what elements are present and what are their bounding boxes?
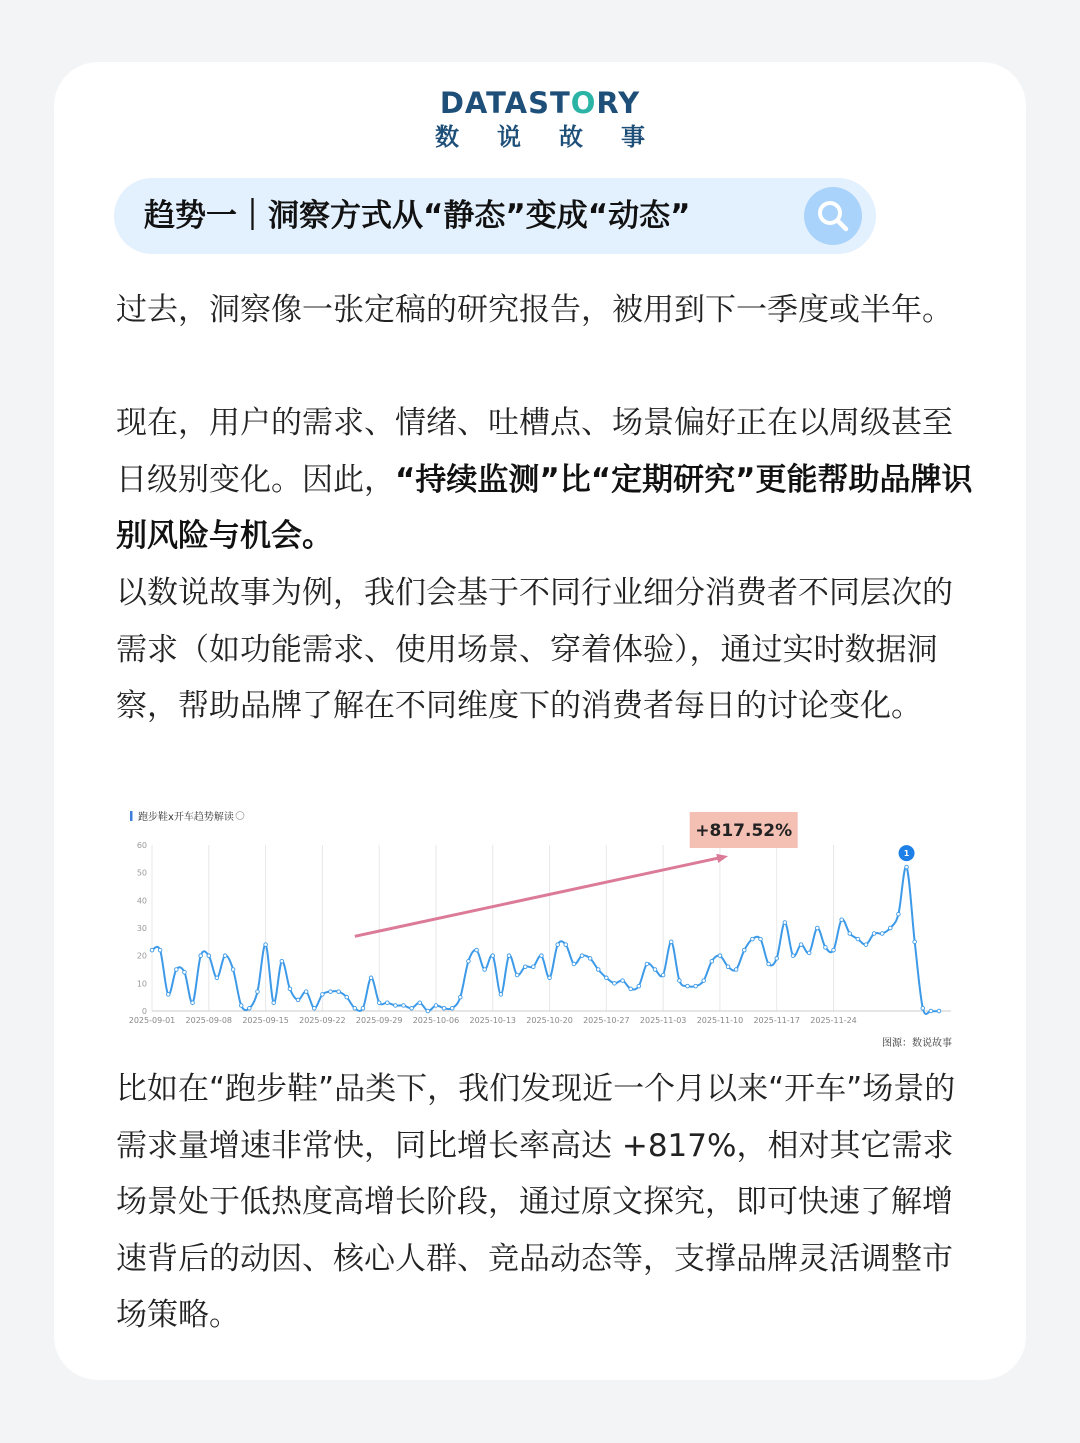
- section-banner: [114, 178, 876, 254]
- data-point: [459, 995, 463, 999]
- data-point: [288, 987, 292, 991]
- data-point: [791, 954, 795, 958]
- data-point: [759, 937, 763, 941]
- data-point: [361, 1006, 365, 1010]
- y-tick-label: 0: [141, 1007, 147, 1016]
- x-tick-label: 2025-09-29: [355, 1016, 403, 1025]
- data-point: [239, 1004, 243, 1008]
- data-point: [507, 954, 511, 958]
- search-button[interactable]: [804, 187, 862, 245]
- data-point: [532, 965, 536, 969]
- data-point: [410, 1006, 414, 1010]
- data-point: [272, 1001, 276, 1005]
- paragraph-example: 以数说故事为例，我们会基于不同行业细分消费者不同层次的需求（如功能需求、使用场景、穿着体验），通过实时数据洞察，帮助品牌了解在不同维度下的消费者每日的讨论变化。: [116, 575, 953, 724]
- data-point: [385, 1001, 389, 1005]
- trend-chart-svg: [116, 800, 976, 1060]
- y-tick-label: 60: [136, 841, 147, 850]
- data-point: [734, 968, 738, 972]
- data-point: [166, 993, 170, 997]
- data-point: [280, 959, 284, 963]
- x-tick-label: 2025-10-27: [583, 1016, 630, 1025]
- data-point: [231, 968, 235, 972]
- data-point: [694, 984, 698, 988]
- data-point: [815, 926, 819, 930]
- data-point: [629, 987, 633, 991]
- data-point: [215, 976, 219, 980]
- data-point: [345, 995, 349, 999]
- data-point: [158, 948, 162, 952]
- data-point: [248, 1006, 252, 1010]
- x-tick-label: 2025-11-10: [696, 1016, 744, 1025]
- data-point: [442, 1006, 446, 1010]
- data-point: [191, 1001, 195, 1005]
- datastory-logo: [0, 88, 1080, 154]
- paragraph-now: [116, 395, 976, 565]
- data-point: [848, 932, 852, 936]
- y-tick-label: 20: [136, 951, 147, 961]
- data-point: [596, 968, 600, 972]
- data-point: [856, 937, 860, 941]
- peak-marker-label: 1: [903, 849, 910, 859]
- x-tick-label: 2025-11-03: [639, 1016, 687, 1025]
- data-point: [377, 1001, 381, 1005]
- data-point: [840, 918, 844, 922]
- data-point: [621, 979, 625, 983]
- data-point: [150, 948, 154, 952]
- data-point: [751, 937, 755, 941]
- growth-badge-label: +817.52%: [695, 821, 793, 841]
- data-point: [540, 954, 544, 958]
- x-tick-label: 2025-09-15: [242, 1016, 289, 1025]
- data-point: [418, 1001, 422, 1005]
- data-point: [799, 943, 803, 947]
- data-point: [580, 954, 584, 958]
- data-point: [613, 982, 617, 986]
- paragraph-past: 过去，洞察像一张定稿的研究报告，被用到下一季度或半年。: [116, 292, 953, 328]
- data-point: [321, 993, 325, 997]
- data-point: [726, 965, 730, 969]
- data-point: [223, 954, 227, 958]
- data-point: [889, 926, 893, 930]
- data-point: [394, 1004, 398, 1008]
- data-point: [329, 990, 333, 994]
- logo-chinese: 数说故事: [435, 123, 683, 151]
- paragraph-running-shoes: 比如在“跑步鞋”品类下，我们发现近一个月以来“开车”场景的需求量增速非常快，同比增长率高达 +817%，相对其它需求场景处于低热度高增长阶段，通过原文探究，即可快速了解增速背后的动因、核心人群、竞品动态等，支撑品牌灵活调整市场策略。: [116, 1071, 956, 1333]
- data-point: [426, 1009, 430, 1013]
- data-point: [175, 968, 179, 972]
- data-point: [523, 965, 527, 969]
- data-point: [775, 957, 779, 961]
- data-point: [653, 968, 657, 972]
- data-point: [312, 1006, 316, 1010]
- series-line: [152, 867, 939, 1014]
- data-point: [824, 946, 828, 950]
- data-point: [929, 1009, 933, 1013]
- data-point: [588, 957, 592, 961]
- x-tick-label: 2025-09-22: [299, 1016, 346, 1025]
- x-tick-label: 2025-11-17: [753, 1016, 800, 1025]
- x-tick-label: 2025-11-24: [810, 1016, 857, 1025]
- data-point: [475, 948, 479, 952]
- data-point: [637, 984, 641, 988]
- chart-source: 图源：数说故事: [882, 1038, 952, 1049]
- data-point: [645, 962, 649, 966]
- x-tick-label: 2025-09-08: [185, 1016, 233, 1025]
- banner-title: 趋势一｜洞察方式从“静态”变成“动态”: [144, 198, 691, 234]
- data-point: [467, 959, 471, 963]
- data-point: [296, 998, 300, 1002]
- data-point: [605, 976, 609, 980]
- y-tick-label: 50: [136, 868, 147, 878]
- data-point: [783, 921, 787, 925]
- x-tick-label: 2025-10-06: [412, 1016, 460, 1025]
- y-tick-label: 10: [136, 979, 147, 989]
- data-point: [913, 940, 917, 944]
- data-point: [402, 1004, 406, 1008]
- data-point: [718, 954, 722, 958]
- data-point: [515, 973, 519, 977]
- data-point: [337, 990, 341, 994]
- data-point: [669, 940, 673, 944]
- data-point: [742, 948, 746, 952]
- data-point: [548, 976, 552, 980]
- data-point: [686, 984, 690, 988]
- data-point: [897, 912, 901, 916]
- data-point: [905, 865, 909, 869]
- data-point: [678, 979, 682, 983]
- data-point: [872, 932, 876, 936]
- x-tick-label: 2025-09-01: [128, 1016, 176, 1025]
- data-point: [710, 959, 714, 963]
- trend-arrow: [355, 858, 720, 937]
- data-point: [937, 1009, 941, 1013]
- x-tick-label: 2025-10-20: [526, 1016, 573, 1025]
- chart-title-marker: [130, 811, 133, 821]
- data-point: [556, 943, 560, 947]
- trend-arrow-head: [716, 854, 728, 863]
- data-point: [499, 993, 503, 997]
- search-icon: [815, 198, 851, 234]
- data-point: [807, 951, 811, 955]
- data-point: [864, 943, 868, 947]
- data-point: [264, 943, 268, 947]
- data-point: [564, 943, 568, 947]
- data-point: [353, 1006, 357, 1010]
- data-point: [369, 976, 373, 980]
- data-point: [183, 970, 187, 974]
- x-tick-label: 2025-10-13: [469, 1016, 517, 1025]
- trend-chart: [116, 800, 976, 1060]
- paragraph-now-emphasis: “持续监测”比“定期研究”更能帮助品牌识别风险与机会。: [116, 461, 973, 554]
- data-point: [572, 962, 576, 966]
- data-point: [491, 954, 495, 958]
- data-point: [450, 1006, 454, 1010]
- data-point: [483, 968, 487, 972]
- data-point: [661, 973, 665, 977]
- data-point: [921, 1006, 925, 1010]
- data-point: [304, 990, 308, 994]
- data-point: [434, 1004, 438, 1008]
- info-icon: [236, 812, 244, 820]
- data-point: [832, 948, 836, 952]
- data-point: [767, 962, 771, 966]
- y-tick-label: 30: [136, 924, 147, 933]
- data-point: [199, 954, 203, 958]
- data-point: [207, 954, 211, 958]
- data-point: [880, 932, 884, 936]
- paragraph-now-text: 现在，用户的需求、情绪、吐槽点、场景偏好正在以周级甚至日级别变化。因此，: [116, 405, 953, 498]
- y-tick-label: 40: [136, 896, 147, 906]
- logo-wordmark: DATASTORY: [439, 86, 641, 120]
- data-point: [256, 990, 260, 994]
- chart-title: 跑步鞋x开车趋势解读: [138, 812, 234, 823]
- data-point: [702, 979, 706, 983]
